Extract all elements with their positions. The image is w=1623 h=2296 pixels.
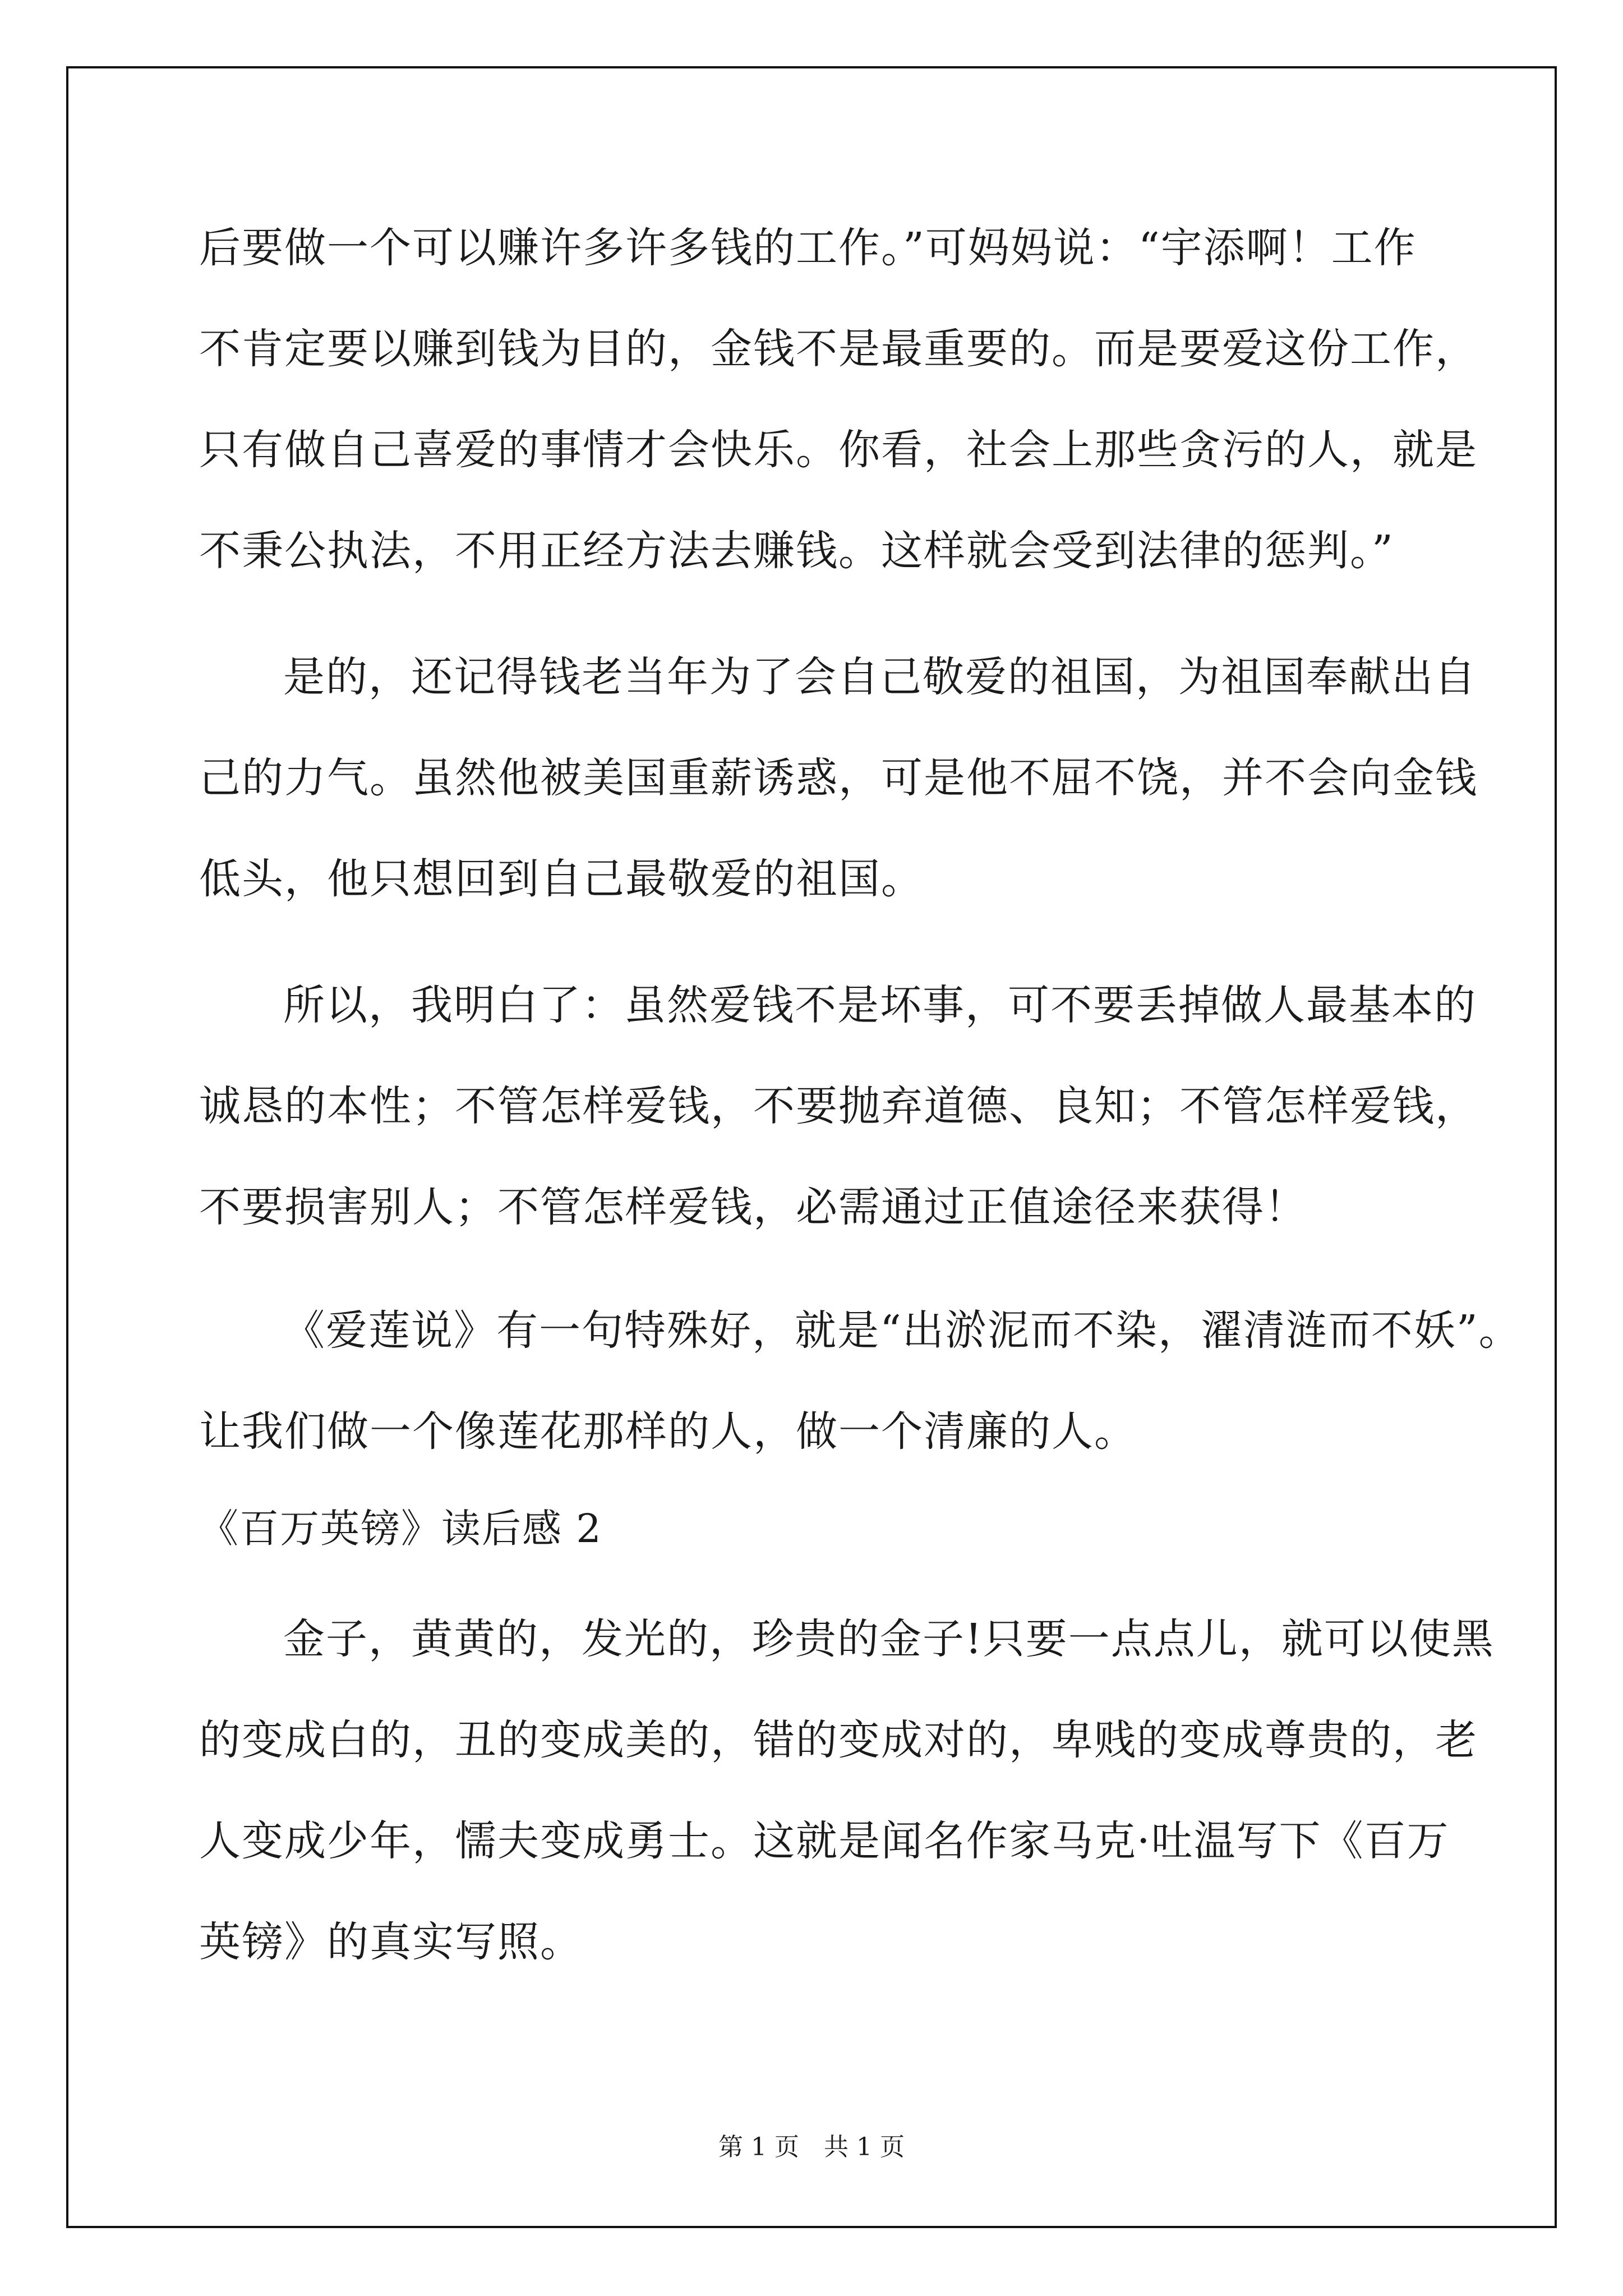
paragraph-line: 的变成白的，丑的变成美的，错的变成对的，卑贱的变成尊贵的，老 — [199, 1716, 1478, 1764]
page-footer: 第 1 页 共 1 页 — [718, 2133, 905, 2161]
paragraph-line: 英镑》的真实写照。 — [199, 1918, 583, 1966]
paragraph-line: 不要损害别人；不管怎样爱钱，必需通过正值途径来获得！ — [199, 1183, 1307, 1231]
page-border — [66, 66, 1557, 2228]
section-heading: 《百万英镑》读后感 2 — [199, 1506, 602, 1552]
paragraph-line: 是的，还记得钱老当年为了会自己敬爱的祖国，为祖国奉献出自 — [283, 653, 1477, 701]
paragraph-line: 金子，黄黄的，发光的，珍贵的金子!只要一点点儿，就可以使黑 — [283, 1615, 1495, 1663]
paragraph-line: 只有做自己喜爱的事情才会快乐。你看，社会上那些贪污的人，就是 — [199, 426, 1478, 474]
paragraph-line: 后要做一个可以赚许多许多钱的工作。”可妈妈说：“宇添啊！工作 — [199, 224, 1417, 272]
paragraph-line: 人变成少年，懦夫变成勇士。这就是闻名作家马克·吐温写下《百万 — [199, 1817, 1450, 1865]
paragraph-line: 诚恳的本性；不管怎样爱钱，不要抛弃道德、良知；不管怎样爱钱， — [199, 1082, 1478, 1130]
paragraph-line: 低头，他只想回到自己最敬爱的祖国。 — [199, 855, 924, 903]
paragraph-line: 不肯定要以赚到钱为目的，金钱不是最重要的。而是要爱这份工作， — [199, 325, 1478, 373]
paragraph-line: 让我们做一个像莲花那样的人，做一个清廉的人。 — [199, 1407, 1137, 1456]
paragraph-line: 所以，我明白了：虽然爱钱不是坏事，可不要丢掉做人最基本的 — [283, 981, 1477, 1029]
paragraph-line: 不秉公执法，不用正经方法去赚钱。这样就会受到法律的惩判。” — [199, 527, 1394, 575]
paragraph-line: 《爱莲说》有一句特殊好，就是“出淤泥而不染，濯清涟而不妖”。 — [283, 1306, 1521, 1355]
paragraph-line: 己的力气。虽然他被美国重薪诱惑，可是他不屈不饶，并不会向金钱 — [199, 754, 1478, 802]
